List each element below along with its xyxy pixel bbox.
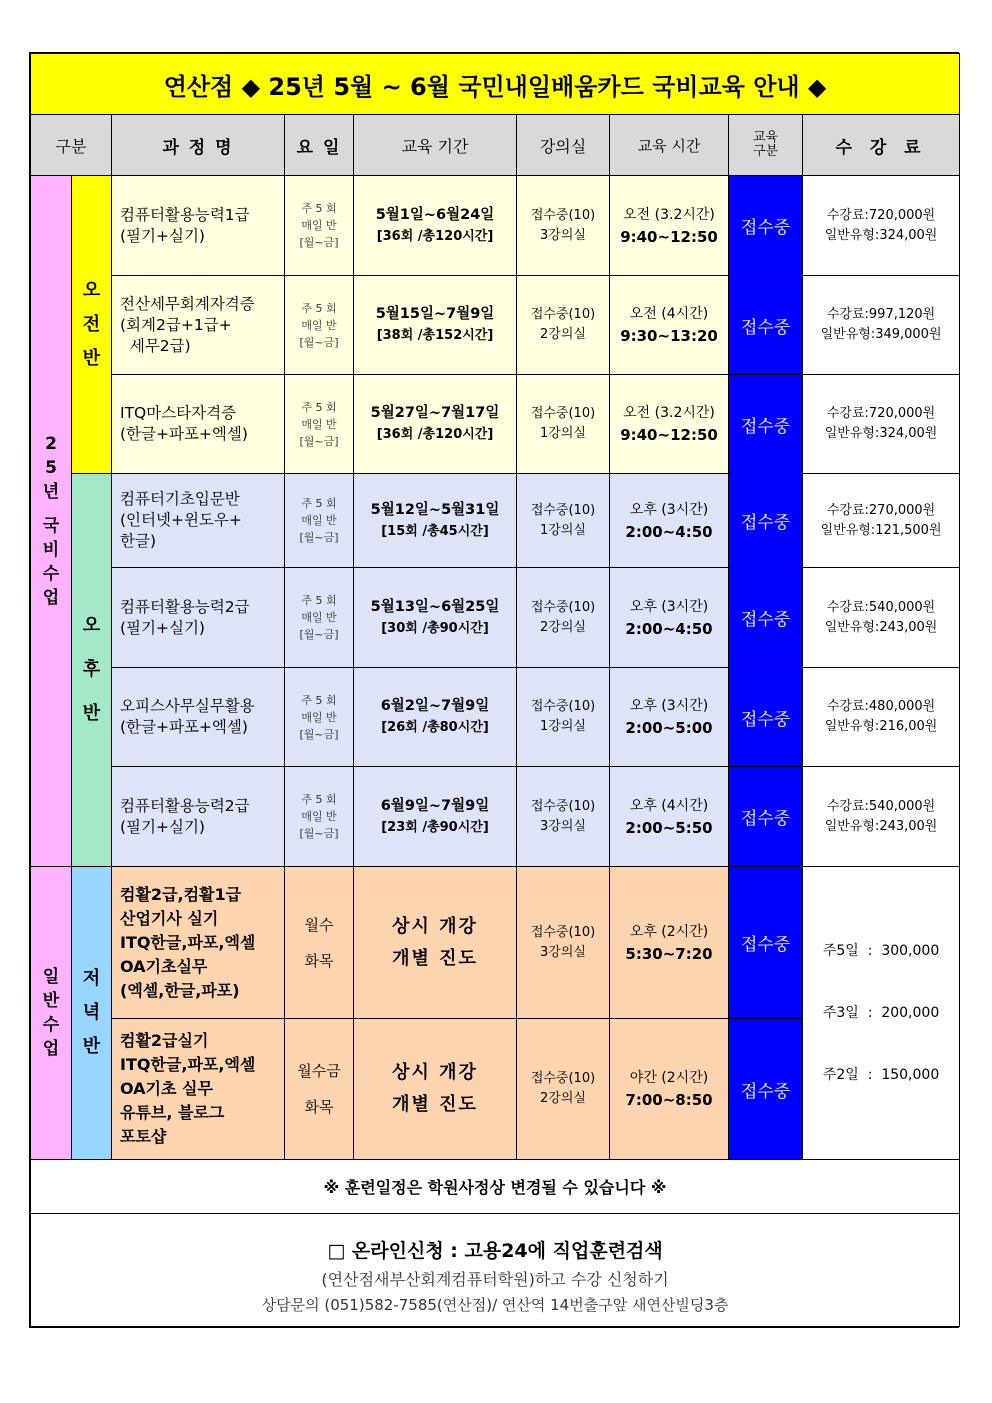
fee-line: 주5일 : 300,000 xyxy=(822,943,940,959)
room-line: 접수중(10) xyxy=(530,502,596,518)
group-char: 비 xyxy=(42,540,60,560)
group-char: 년 xyxy=(42,482,60,502)
footer-line1: (연산점새부산회계컴퓨터학원)하고 수강 신청하기 xyxy=(321,1269,669,1289)
course-fee xyxy=(803,375,960,474)
period-sub: [36회 /총120시간] xyxy=(376,427,494,442)
course-line: ITQ마스타자격증 xyxy=(120,404,237,422)
days-line: [월~금] xyxy=(299,531,339,544)
room-line: 3강의실 xyxy=(540,227,586,243)
status-badge: 접수중 xyxy=(729,1019,803,1160)
course-line: 컴퓨터활용능력2급 xyxy=(120,597,250,616)
room-line: 3강의실 xyxy=(540,818,586,834)
time-sub: 7:00~8:50 xyxy=(625,1091,713,1109)
course-days xyxy=(285,276,354,375)
course-fee xyxy=(803,474,960,568)
days-line: [월~금] xyxy=(299,335,339,349)
fee-line: 일반유형:324,00원 xyxy=(824,227,938,243)
fee-line: 일반유형:243,00원 xyxy=(824,818,938,834)
course-line: 세무2급) xyxy=(120,336,191,355)
time-sub: 2:00~4:50 xyxy=(625,522,713,541)
days-line: 주 5 회 xyxy=(301,693,337,707)
period-line: 개별 진도 xyxy=(392,947,478,969)
fee-line: 수강료:720,000원 xyxy=(826,406,936,421)
schedule-table xyxy=(30,53,960,1327)
course-period xyxy=(354,474,517,568)
days-line: 월수 xyxy=(304,915,334,934)
room-line: 접수중(10) xyxy=(530,699,596,714)
course-line: (필기+실기) xyxy=(120,817,205,836)
shift-char: 반 xyxy=(82,347,101,369)
course-name xyxy=(112,867,285,1019)
status-badge: 접수중 xyxy=(729,568,803,668)
fee-line: 일반유형:243,00원 xyxy=(824,619,938,635)
period-line: 상시 개강 xyxy=(392,915,478,937)
course-line: OA기초실무 xyxy=(120,956,208,976)
days-line: 매일 반 xyxy=(301,219,337,232)
footer-title: □ 온라인신청 : 고용24에 직업훈련검색 xyxy=(327,1239,663,1262)
course-period xyxy=(354,767,517,867)
period-main: 5월1일~6월24일 xyxy=(375,206,495,223)
course-name xyxy=(112,276,285,375)
course-time xyxy=(610,867,729,1019)
status-badge: 접수중 xyxy=(729,375,803,474)
course-period xyxy=(354,375,517,474)
course-time xyxy=(610,276,729,375)
room-line: 1강의실 xyxy=(540,426,586,441)
course-time xyxy=(610,568,729,668)
days-line: 매일 반 xyxy=(301,514,337,527)
room-line: 접수중(10) xyxy=(530,599,596,615)
period-sub: [30회 /총90시간] xyxy=(381,620,489,636)
period-sub: [23회 /총90시간] xyxy=(381,819,489,835)
course-line: 전산세무회계자격증 xyxy=(120,294,255,313)
shift-ev-label xyxy=(72,867,112,1160)
room-line: 2강의실 xyxy=(540,1091,586,1106)
course-time xyxy=(610,767,729,867)
course-line: (회계2급+1급+ xyxy=(120,315,232,334)
status-badge: 접수중 xyxy=(729,176,803,276)
course-period xyxy=(354,1019,517,1160)
time-sub: 9:30~13:20 xyxy=(620,327,718,345)
course-room xyxy=(517,176,610,276)
time-sub: 2:00~4:50 xyxy=(625,619,713,638)
course-room xyxy=(517,1019,610,1160)
status-badge: 접수중 xyxy=(729,767,803,867)
group-char: 수 xyxy=(42,1015,60,1035)
group-char: 5 xyxy=(45,458,57,478)
header-days: 요 일 xyxy=(285,115,354,176)
fee-line: 수강료:997,120원 xyxy=(826,307,936,322)
course-name xyxy=(112,767,285,867)
page-frame xyxy=(29,52,959,1328)
course-room xyxy=(517,767,610,867)
days-line: 주 5 회 xyxy=(301,202,337,215)
course-name xyxy=(112,375,285,474)
group-char: 국 xyxy=(42,516,60,536)
group-char: 업 xyxy=(42,588,60,608)
course-days xyxy=(285,474,354,568)
status-badge: 접수중 xyxy=(729,276,803,375)
time-main: 오후 (3시간) xyxy=(629,598,709,615)
course-period xyxy=(354,668,517,767)
period-main: 5월12일~5월31일 xyxy=(370,501,500,518)
days-line: 매일 반 xyxy=(301,810,337,823)
days-line: 주 5 회 xyxy=(301,594,337,607)
shift-char: 전 xyxy=(82,313,101,335)
course-name xyxy=(112,176,285,276)
time-sub: 5:30~7:20 xyxy=(625,944,713,963)
course-line: ITQ한글,파포,엑셀 xyxy=(120,932,256,952)
days-line: 화목 xyxy=(304,951,334,970)
days-line: 매일 반 xyxy=(301,611,337,624)
group-char: 반 xyxy=(42,991,60,1011)
course-line: ITQ한글,파포,엑셀 xyxy=(120,1055,256,1074)
course-line: (필기+실기) xyxy=(120,226,205,245)
status-badge: 접수중 xyxy=(729,668,803,767)
period-main: 5월27일~7월17일 xyxy=(370,405,500,421)
room-line: 2강의실 xyxy=(540,327,586,342)
period-main: 6월2일~7월9일 xyxy=(380,698,490,714)
course-days xyxy=(285,1019,354,1160)
header-fee: 수 강 료 xyxy=(803,115,960,176)
course-room xyxy=(517,276,610,375)
time-sub: 2:00~5:50 xyxy=(625,818,713,837)
course-line: (한글+파포+엑셀) xyxy=(120,425,248,443)
fee-line: 주3일 : 200,000 xyxy=(822,1005,940,1021)
shift-char: 저 xyxy=(82,968,101,989)
status-badge: 접수중 xyxy=(729,474,803,568)
room-line: 접수중(10) xyxy=(530,406,596,421)
days-line: 주 5 회 xyxy=(301,793,337,806)
time-main: 오후 (4시간) xyxy=(629,797,709,814)
time-main: 오전 (3.2시간) xyxy=(623,405,715,421)
fee-line: 주2일 : 150,000 xyxy=(822,1067,940,1083)
course-line: 산업기사 실기 xyxy=(120,908,219,928)
period-main: 5월13일~6월25일 xyxy=(370,598,500,615)
header-period: 교육 기간 xyxy=(354,115,517,176)
course-line: 포토샵 xyxy=(120,1127,167,1146)
fee-line: 수강료:540,000원 xyxy=(826,599,936,615)
fee-line: 일반유형:121,500원 xyxy=(820,522,942,538)
days-line: 월수금 xyxy=(297,1062,341,1080)
time-main: 오후 (3시간) xyxy=(629,698,709,714)
period-sub: [36회 /총120시간] xyxy=(376,228,494,244)
days-line: 매일 반 xyxy=(301,710,337,724)
days-line: 주 5 회 xyxy=(301,400,337,414)
days-line: 화목 xyxy=(304,1098,334,1116)
course-period xyxy=(354,568,517,668)
shift-char: 녁 xyxy=(82,1002,101,1023)
days-line: [월~금] xyxy=(299,727,339,741)
course-days xyxy=(285,568,354,668)
group-char: 업 xyxy=(42,1039,60,1059)
course-line: 컴퓨터활용능력2급 xyxy=(120,796,250,815)
room-line: 접수중(10) xyxy=(530,924,596,940)
general-fee xyxy=(803,867,960,1160)
course-line: OA기초 실무 xyxy=(120,1079,213,1098)
course-line: 유튜브, 블로그 xyxy=(120,1103,225,1122)
shift-char: 반 xyxy=(82,1036,101,1057)
fee-line: 수강료:270,000원 xyxy=(826,502,936,518)
course-room xyxy=(517,474,610,568)
course-days xyxy=(285,375,354,474)
shift-char: 후 xyxy=(82,659,101,680)
group-char: 2 xyxy=(45,434,57,454)
course-line: 컴활2급,컴활1급 xyxy=(120,884,242,904)
course-name xyxy=(112,568,285,668)
room-line: 3강의실 xyxy=(540,944,586,960)
group-national-label xyxy=(31,176,72,867)
course-room xyxy=(517,568,610,668)
course-line: (필기+실기) xyxy=(120,618,205,637)
shift-char: 오 xyxy=(82,279,101,301)
course-days xyxy=(285,767,354,867)
course-line: 한글) xyxy=(120,532,156,550)
course-time xyxy=(610,375,729,474)
shift-am-label xyxy=(72,176,112,474)
status-badge: 접수중 xyxy=(729,867,803,1019)
fee-line: 일반유형:324,00원 xyxy=(824,426,938,441)
fee-line: 수강료:540,000원 xyxy=(826,798,936,814)
fee-line: 일반유형:349,000원 xyxy=(820,327,942,342)
time-main: 오후 (2시간) xyxy=(629,923,709,940)
course-room xyxy=(517,867,610,1019)
header-time: 교육 시간 xyxy=(610,115,729,176)
course-fee xyxy=(803,767,960,867)
group-char: 수 xyxy=(42,564,60,584)
days-line: [월~금] xyxy=(299,827,339,840)
days-line: 주 5 회 xyxy=(301,301,337,315)
time-main: 야간 (2시간) xyxy=(629,1070,709,1086)
room-line: 1강의실 xyxy=(540,522,586,538)
schedule-change-note: ※ 훈련일정은 학원사정상 변경될 수 있습니다 ※ xyxy=(31,1160,960,1214)
fee-line: 수강료:720,000원 xyxy=(826,207,936,223)
shift-pm-label xyxy=(72,474,112,867)
time-sub: 2:00~5:00 xyxy=(625,719,713,737)
time-main: 오후 (3시간) xyxy=(629,501,709,518)
days-line: [월~금] xyxy=(299,628,339,641)
group-char: 일 xyxy=(42,967,60,987)
period-line: 상시 개강 xyxy=(392,1062,478,1083)
days-line: [월~금] xyxy=(299,236,339,249)
days-line: 주 5 회 xyxy=(301,497,337,510)
period-sub: [26회 /총80시간] xyxy=(381,720,489,735)
course-fee xyxy=(803,568,960,668)
days-line: 매일 반 xyxy=(301,318,337,332)
footer-line2: 상담문의 (051)582-7585(연산점)/ 연산역 14번출구앞 새연산빌딩3층 xyxy=(261,1295,729,1314)
room-line: 2강의실 xyxy=(540,619,586,635)
period-sub: [15회 /총45시간] xyxy=(381,523,489,539)
course-time xyxy=(610,1019,729,1160)
fee-line: 수강료:480,000원 xyxy=(826,699,936,714)
room-line: 접수중(10) xyxy=(530,307,596,322)
course-fee xyxy=(803,668,960,767)
course-period xyxy=(354,276,517,375)
fee-line: 일반유형:216,00원 xyxy=(824,719,938,734)
course-time xyxy=(610,176,729,276)
course-line: 컴퓨터활용능력1급 xyxy=(120,205,250,224)
course-line: (인터넷+윈도우+ xyxy=(120,511,242,529)
period-line: 개별 진도 xyxy=(392,1094,478,1115)
course-name xyxy=(112,1019,285,1160)
course-fee xyxy=(803,176,960,276)
header-type: 교육 구분 xyxy=(729,115,803,176)
room-line: 1강의실 xyxy=(540,719,586,734)
room-line: 접수중(10) xyxy=(530,207,596,223)
shift-char: 오 xyxy=(82,615,101,636)
room-line: 접수중(10) xyxy=(530,1071,596,1086)
page-title: 연산점 ◆ 25년 5월 ~ 6월 국민내일배움카드 국비교육 안내 ◆ xyxy=(31,54,960,115)
course-line: 컴퓨터기초입문반 xyxy=(120,490,240,508)
course-time xyxy=(610,668,729,767)
course-period xyxy=(354,867,517,1019)
course-line: (한글+파포+엑셀) xyxy=(120,718,248,736)
course-name xyxy=(112,474,285,568)
time-sub: 9:40~12:50 xyxy=(620,426,718,444)
period-sub: [38회 /총152시간] xyxy=(376,328,494,343)
course-name xyxy=(112,668,285,767)
course-period xyxy=(354,176,517,276)
course-days xyxy=(285,176,354,276)
course-days xyxy=(285,867,354,1019)
time-main: 오전 (3.2시간) xyxy=(623,206,715,223)
course-room xyxy=(517,375,610,474)
group-general-label xyxy=(31,867,72,1160)
time-sub: 9:40~12:50 xyxy=(620,227,718,246)
course-line: 오피스사무실무활용 xyxy=(120,697,255,715)
time-main: 오전 (4시간) xyxy=(629,306,709,322)
course-room xyxy=(517,668,610,767)
days-line: 매일 반 xyxy=(301,417,337,431)
footer-contact xyxy=(31,1214,960,1327)
course-time xyxy=(610,474,729,568)
shift-char: 반 xyxy=(82,703,101,724)
days-line: [월~금] xyxy=(299,434,339,448)
course-line: (엑셀,한글,파포) xyxy=(120,980,240,1000)
header-course: 과 정 명 xyxy=(112,115,285,176)
period-main: 5월15일~7월9일 xyxy=(375,306,495,322)
period-main: 6월9일~7월9일 xyxy=(380,797,490,814)
course-days xyxy=(285,668,354,767)
header-room: 강의실 xyxy=(517,115,610,176)
header-category: 구분 xyxy=(31,115,112,176)
course-line: 컴활2급실기 xyxy=(120,1031,209,1050)
room-line: 접수중(10) xyxy=(530,798,596,814)
course-fee xyxy=(803,276,960,375)
